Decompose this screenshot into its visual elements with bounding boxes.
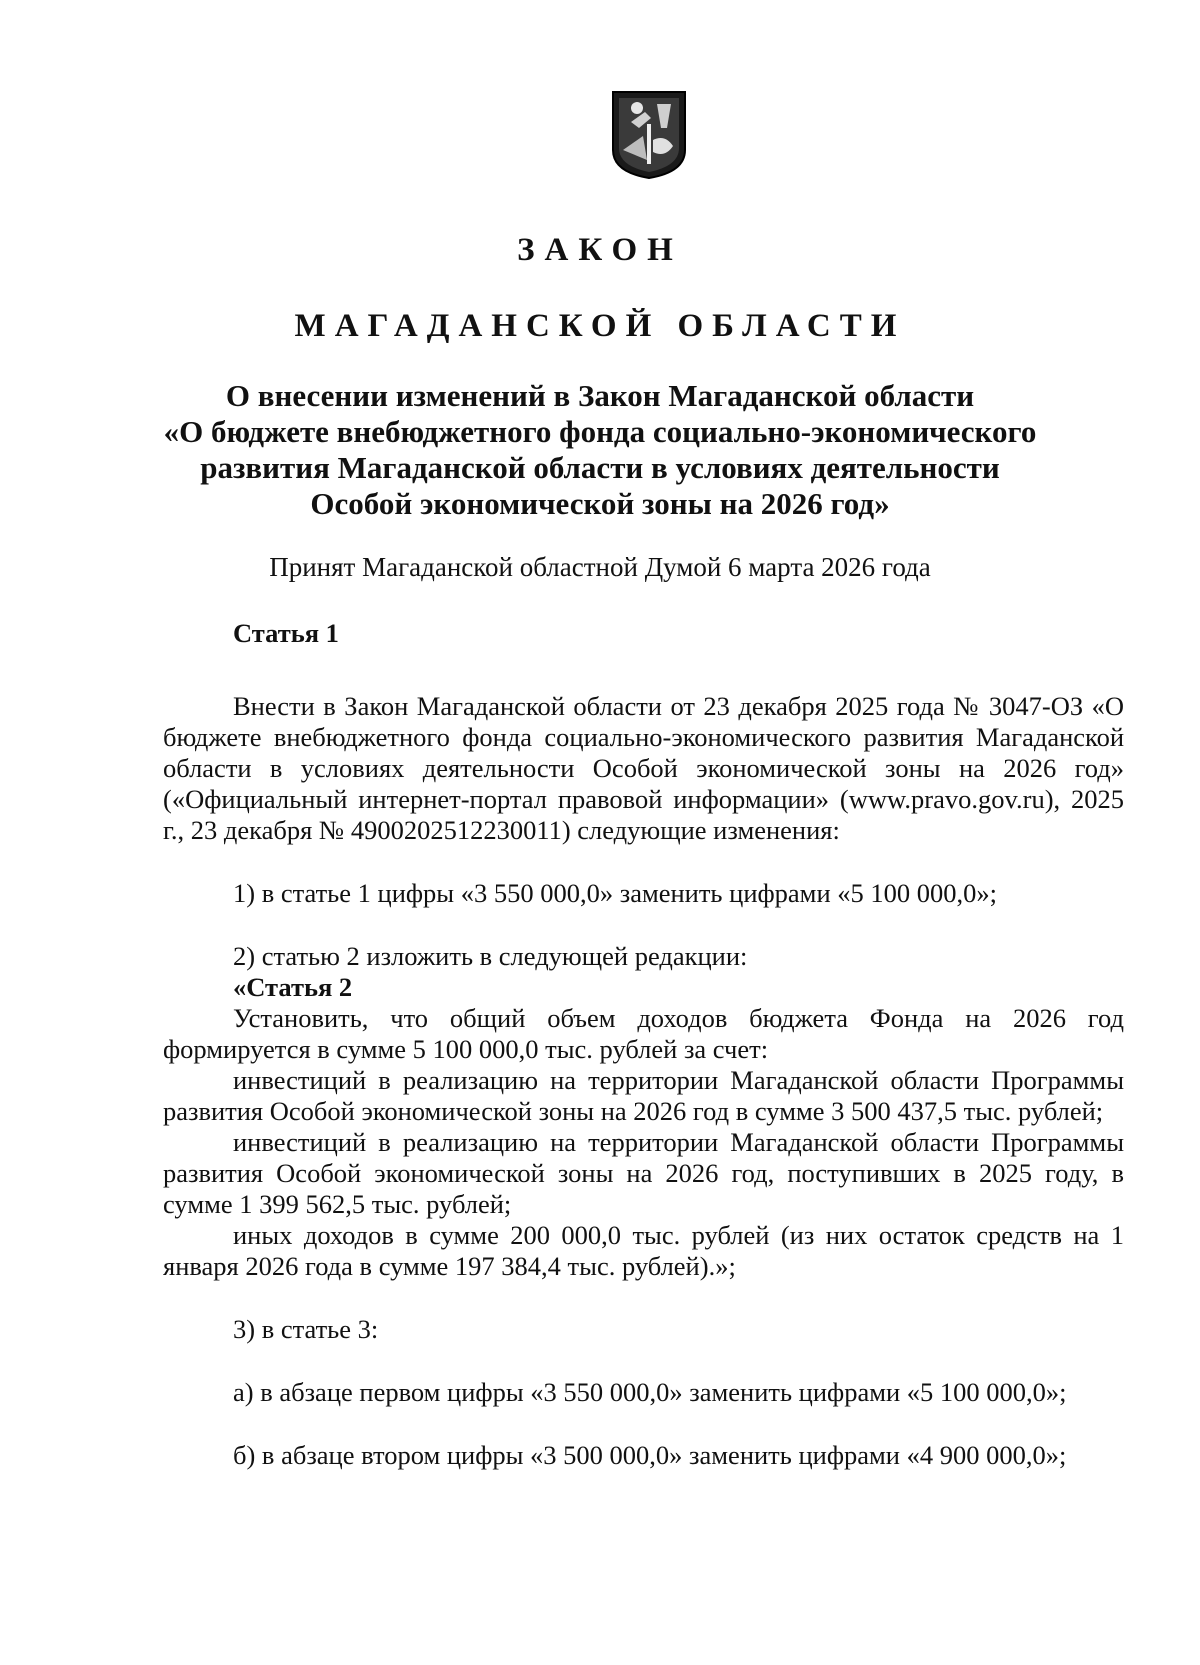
amendment-item-3: 3) в статье 3: xyxy=(233,1314,379,1344)
amendment-item-3b: б) в абзаце втором цифры «3 500 000,0» заменить цифрами «4 900 000,0»; xyxy=(233,1440,1067,1470)
law-title xyxy=(0,378,1200,522)
quoted-paragraph: инвестиций в реализацию на территории Магаданской области Программы развития Особой экономической зоны на 2026 год в сумме 3 500 437,5 тыс. рублей; xyxy=(163,1065,1124,1126)
adoption-line: Принят Магаданской областной Думой 6 марта 2026 года xyxy=(269,552,931,582)
amendment-item-3a: а) в абзаце первом цифры «3 550 000,0» заменить цифрами «5 100 000,0»; xyxy=(233,1377,1067,1407)
law-heading: ЗАКОН xyxy=(517,232,683,268)
law-body xyxy=(163,618,1124,1471)
region-heading: МАГАДАНСКОЙ ОБЛАСТИ xyxy=(294,308,906,344)
amendment-item-2: 2) статью 2 изложить в следующей редакции: xyxy=(233,941,748,971)
amendment-item-1: 1) в статье 1 цифры «3 550 000,0» заменить цифрами «5 100 000,0»; xyxy=(233,878,997,908)
quoted-paragraph: иных доходов в сумме 200 000,0 тыс. рублей (из них остаток средств на 1 января 2026 года в сумме 197 384,4 тыс. рублей).»; xyxy=(163,1220,1124,1281)
law-title-line: О внесении изменений в Закон Магаданской области xyxy=(225,378,975,413)
coat-of-arms-emblem xyxy=(609,88,689,180)
law-title-line: Особой экономической зоны на 2026 год» xyxy=(310,486,890,521)
law-title-line: «О бюджете внебюджетного фонда социально-экономического xyxy=(163,414,1037,449)
article-1-intro: Внести в Закон Магаданской области от 23 декабря 2025 года № 3047-ОЗ «О бюджете внебюджетного фонда социально-экономического развития Магаданской области в условиях деятельности Особой экономической зоны на 2026 год» («Официальный интернет-портал правовой информации» (www.pravo.gov.ru), 2025 г., 23 декабря № 4900202512230011) следующие изменения: xyxy=(163,691,1124,845)
quoted-paragraph: Установить, что общий объем доходов бюджета Фонда на 2026 год формируется в сумме 5 100 000,0 тыс. рублей за счет: xyxy=(163,1003,1124,1064)
quoted-paragraph: инвестиций в реализацию на территории Магаданской области Программы развития Особой экономической зоны на 2026 год, поступивших в 2025 году, в сумме 1 399 562,5 тыс. рублей; xyxy=(163,1127,1124,1219)
coat-of-arms-icon xyxy=(609,88,689,180)
law-title-line: развития Магаданской области в условиях деятельности xyxy=(200,450,1000,485)
article-1-heading: Статья 1 xyxy=(233,618,339,648)
quoted-article-2-heading: «Статья 2 xyxy=(233,972,353,1002)
